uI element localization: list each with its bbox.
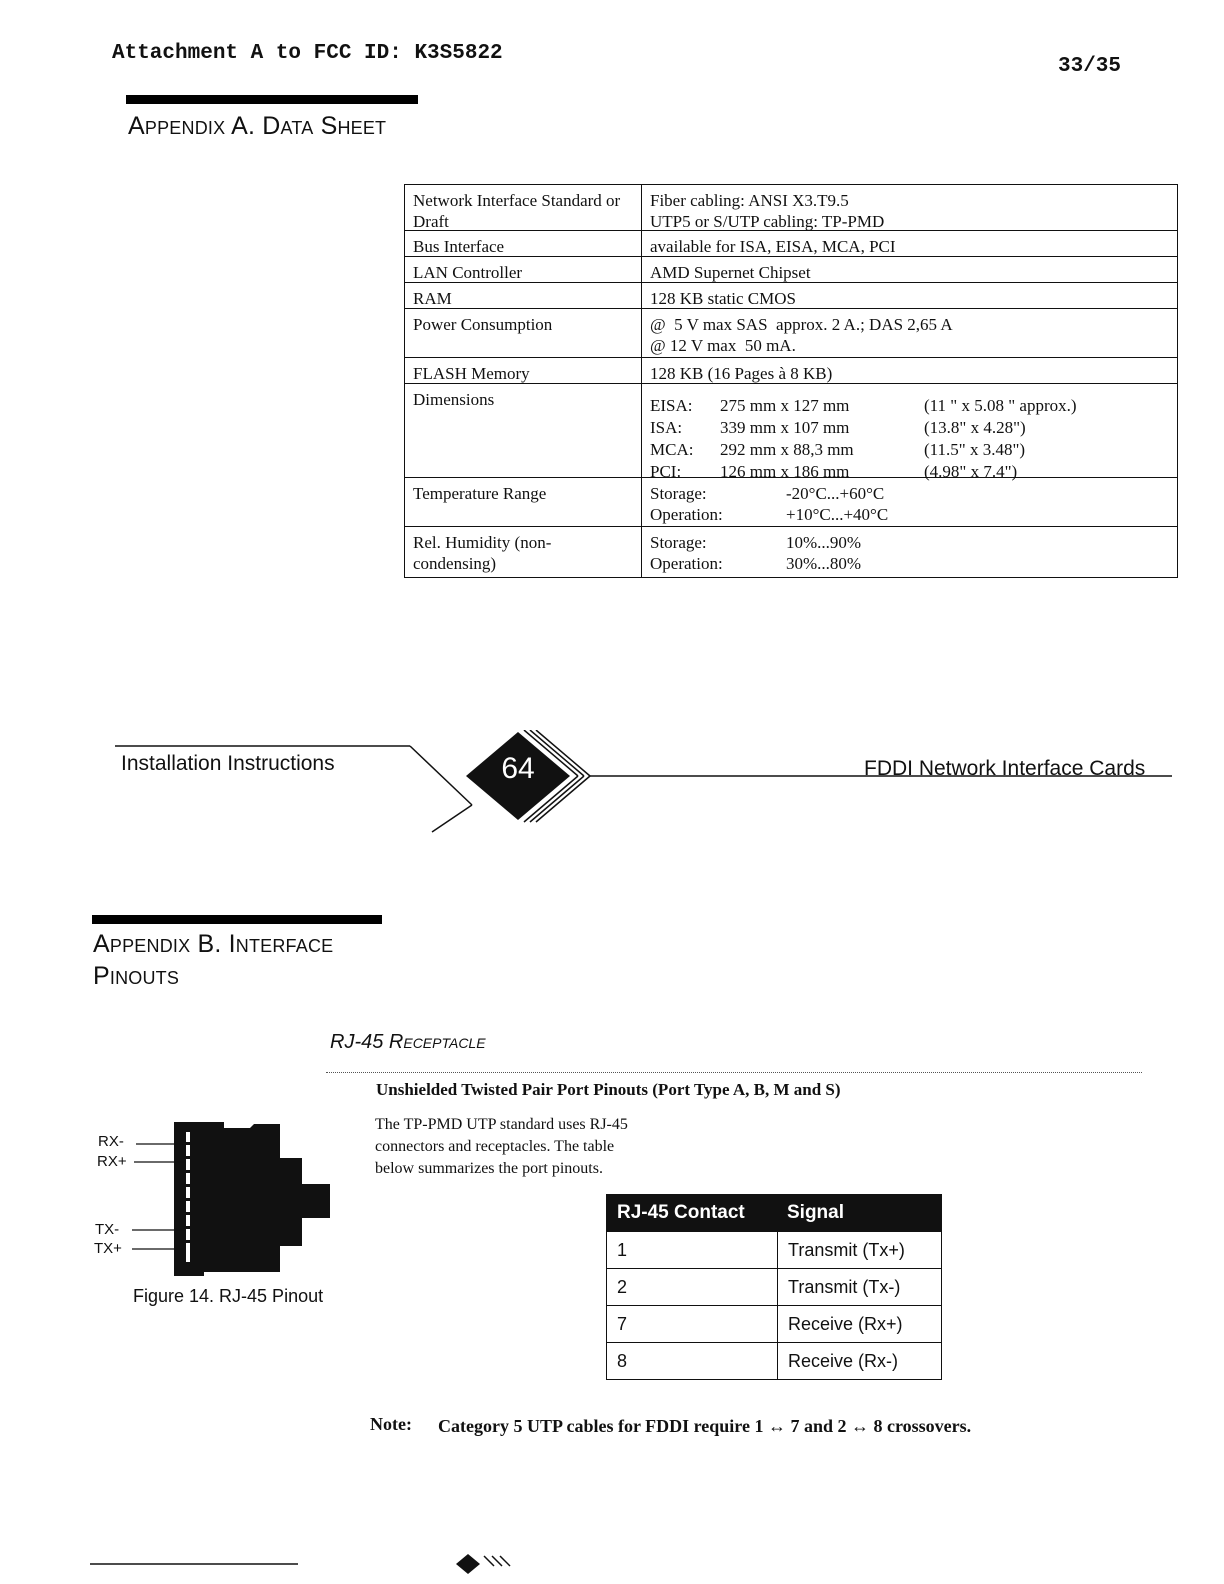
humidity-grid <box>650 532 1169 574</box>
table-row <box>607 1231 941 1268</box>
table-row <box>607 1305 941 1342</box>
spec-label: Dimensions <box>405 384 642 477</box>
data-sheet-table <box>404 184 1178 578</box>
appendix-a-title: Appendix A. Data Sheet <box>128 112 387 140</box>
humidity-value: 30%...80% <box>786 554 862 573</box>
dim-bus: PCI: <box>650 462 682 481</box>
humidity-value: 10%...90% <box>786 533 862 552</box>
pin-label-tx-plus: TX+ <box>94 1240 122 1257</box>
temp-key: Storage: <box>650 484 707 503</box>
pinout-subheading: Unshielded Twisted Pair Port Pinouts (Port Type A, B, M and S) <box>376 1080 841 1099</box>
spec-value: @ 12 V max 50 mA. <box>650 336 796 355</box>
pinout-table-header <box>607 1195 941 1231</box>
appendix-b-title <box>93 928 333 992</box>
spec-row-power <box>405 308 1177 357</box>
dim-imperial: (11.5" x 3.48") <box>924 440 1026 459</box>
spec-row-flash <box>405 357 1177 383</box>
header-contact: RJ-45 Contact <box>617 1202 745 1223</box>
section-title: RJ-45 Receptacle <box>330 1031 486 1053</box>
dim-imperial: (4.98" x 7.4") <box>924 462 1018 481</box>
spec-label: Bus Interface <box>405 231 642 256</box>
table-row <box>607 1268 941 1305</box>
intro-line: The TP-PMD UTP standard uses RJ-45 <box>375 1116 628 1133</box>
intro-line: below summarizes the port pinouts. <box>375 1160 603 1177</box>
signal-cell: Receive (Rx-) <box>777 1343 941 1379</box>
table-row <box>607 1342 941 1379</box>
spec-row-dimensions <box>405 383 1177 481</box>
header-signal: Signal <box>787 1202 845 1223</box>
figure-caption: Figure 14. RJ-45 Pinout <box>133 1286 324 1306</box>
spec-value: 128 KB static CMOS <box>650 289 796 308</box>
pin-label-tx-minus: TX- <box>95 1221 120 1238</box>
pinout-intro <box>375 1114 628 1180</box>
pin-label-rx-plus: RX+ <box>97 1153 127 1170</box>
spec-label: LAN Controller <box>405 257 642 282</box>
footer-right-label: FDDI Network Interface Cards <box>864 757 1146 780</box>
contact-cell: 8 <box>617 1350 628 1371</box>
spec-value: @ 5 V max SAS approx. 2 A.; DAS 2,65 A <box>650 315 953 334</box>
spec-label: FLASH Memory <box>405 358 642 383</box>
dim-bus: MCA: <box>650 440 694 459</box>
temp-key: Operation: <box>650 505 723 524</box>
dimensions-grid <box>650 395 1169 483</box>
dim-metric: 292 mm x 88,3 mm <box>720 440 854 459</box>
spec-row-humidity <box>405 526 1177 577</box>
footer-left-label: Installation Instructions <box>121 752 335 775</box>
footer-ornament <box>110 730 1180 840</box>
dim-metric: 126 mm x 186 mm <box>720 462 850 481</box>
spec-value: 128 KB (16 Pages à 8 KB) <box>650 364 833 383</box>
pinout-table <box>606 1194 942 1380</box>
spec-value: available for ISA, EISA, MCA, PCI <box>650 237 896 256</box>
pin-label-rx-minus: RX- <box>98 1133 124 1150</box>
heading-rule <box>92 915 382 924</box>
dim-imperial: (13.8" x 4.28") <box>924 418 1026 437</box>
dim-metric: 275 mm x 127 mm <box>720 396 850 415</box>
section-divider <box>326 1072 1142 1073</box>
spec-value: AMD Supernet Chipset <box>650 263 811 282</box>
spec-label: Rel. Humidity (non-condensing) <box>405 527 642 577</box>
page-counter: 33/35 <box>1058 55 1122 78</box>
spec-label: RAM <box>405 283 642 308</box>
spec-row-ram <box>405 282 1177 308</box>
note-label: Note: <box>370 1414 412 1434</box>
footer-page-number: 64 <box>501 752 535 785</box>
fcc-attachment-header: Attachment A to FCC ID: K3S5822 <box>112 42 503 65</box>
bottom-ornament <box>88 1554 528 1584</box>
signal-cell: Transmit (Tx+) <box>777 1232 941 1268</box>
temp-value: -20°C...+60°C <box>786 484 885 503</box>
humidity-key: Operation: <box>650 554 723 573</box>
spec-value: Fiber cabling: ANSI X3.T9.5 <box>650 191 849 210</box>
rj45-connector-figure <box>92 1118 337 1278</box>
appendix-b-title-line: Appendix B. Interface <box>93 930 334 958</box>
contact-cell: 7 <box>617 1313 628 1334</box>
note-text: Category 5 UTP cables for FDDI require 1 ↔ 7 and 2 ↔ 8 crossovers. <box>438 1416 972 1436</box>
contact-cell: 1 <box>617 1239 628 1260</box>
appendix-b-title-line: Pinouts <box>93 962 180 990</box>
humidity-key: Storage: <box>650 533 707 552</box>
spec-row-bus <box>405 230 1177 256</box>
heading-rule <box>126 95 418 104</box>
spec-label: Network Interface Standard or Draft <box>405 185 642 230</box>
temperature-grid <box>650 483 1169 525</box>
spec-value: UTP5 or S/UTP cabling: TP-PMD <box>650 212 885 231</box>
signal-cell: Transmit (Tx-) <box>777 1269 941 1305</box>
contact-cell: 2 <box>617 1276 628 1297</box>
spec-row-lan <box>405 256 1177 282</box>
dim-metric: 339 mm x 107 mm <box>720 418 850 437</box>
signal-cell: Receive (Rx+) <box>777 1306 941 1342</box>
spec-label: Power Consumption <box>405 309 642 357</box>
dim-bus: EISA: <box>650 396 693 415</box>
dim-bus: ISA: <box>650 418 683 437</box>
intro-line: connectors and receptacles. The table <box>375 1138 615 1155</box>
temp-value: +10°C...+40°C <box>786 505 889 524</box>
spec-row-network <box>405 185 1177 230</box>
spec-label: Temperature Range <box>405 478 642 526</box>
dim-imperial: (11 " x 5.08 " approx.) <box>924 396 1077 415</box>
spec-row-temperature <box>405 477 1177 526</box>
